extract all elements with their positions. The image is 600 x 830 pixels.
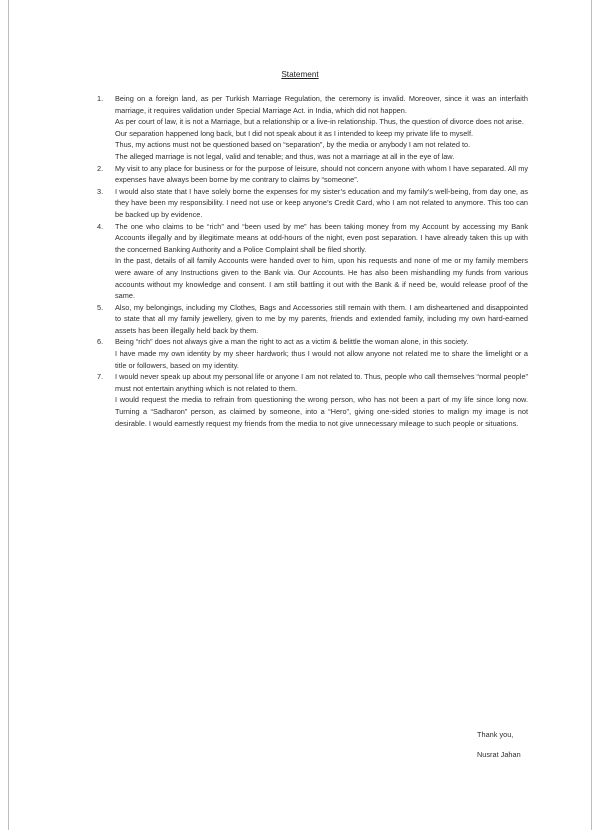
item-number: 4. [97, 221, 104, 231]
item-paragraph: My visit to any place for business or for the purpose of leisure, should not concern anyone with whom I have separated. All my expenses have always been borne by me contrary to claims by “someone”. [115, 163, 528, 185]
item-number: 5. [97, 302, 104, 312]
statement-item [97, 186, 528, 221]
item-number: 6. [97, 337, 104, 347]
item-paragraph: As per court of law, it is not a Marriage, but a relationship or a live-in relationship. Thus, the question of divorce does not arise. [115, 117, 524, 127]
statement-item [97, 336, 528, 371]
item-number: 2. [97, 163, 104, 173]
item-paragraph: The alleged marriage is not legal, valid and tenable; and thus, was not a marriage at all in the eye of law. [115, 151, 455, 161]
item-number: 1. [97, 94, 104, 103]
item-paragraph: Our separation happened long back, but I did not speak about it as I intended to keep my private life to myself. [115, 128, 474, 138]
item-paragraph: The one who claims to be “rich” and “been used by me” has been taking money from my Account by accessing my Bank Accounts illegally and by illegitimate means at odd-hours of the night, even post separation. I have already taken this up with the concerned Banking Authority and a Police Complaint shall be filed shortly. [115, 221, 528, 254]
item-number: 7. [97, 372, 104, 382]
item-paragraph: Also, my belongings, including my Clothes, Bags and Accessories still remain with them. I am disheartened and disappointed to state that all my family jewellery, given to me by my parents, friends and extended family, including my own hard-earned assets has been illegally held back by them. [115, 302, 528, 335]
statement-item [97, 93, 528, 163]
statement-item [97, 302, 528, 337]
item-paragraph: Thus, my actions must not be questioned based on “separation”, by the media or anybody I am not related to. [115, 140, 471, 150]
item-paragraph: Being “rich” does not always give a man the right to act as a victim & belittle the woman alone, in this society. [115, 337, 469, 347]
signature-name: Nusrat Jahan [477, 750, 521, 759]
item-paragraph: I would never speak up about my personal life or anyone I am not related to. Thus, people who call themselves “normal people” must not entertain anything which is not related to them. [115, 372, 528, 393]
statement-item [97, 163, 528, 186]
statement-item [97, 371, 528, 429]
document-page [8, 0, 592, 830]
statement-body [97, 93, 528, 429]
statement-title: Statement [281, 70, 319, 79]
statement-item [97, 221, 528, 302]
item-paragraph: Being on a foreign land, as per Turkish Marriage Regulation, the ceremony is invalid. Moreover, since it was an interfaith marriage, it requires validation under Special Marriage Act. in India, which did not happen. [115, 94, 528, 115]
item-paragraph: I would request the media to refrain from questioning the wrong person, who has not been a part of my life since long now. Turning a “Sadharon” person, as claimed by someone, into a “Hero”, giving one-sided stories to malign my image is not desirable. I would earnestly request my friends from the media to not give unnecessary mileage to such people or situations. [115, 395, 528, 428]
item-paragraph: I have made my own identity by my sheer hardwork; thus I would not allow anyone not related me to share the limelight or a title or followers, based on my identity. [115, 349, 528, 370]
item-number: 3. [97, 186, 104, 196]
item-paragraph: I would also state that I have solely borne the expenses for my sister’s education and my family’s well-being, from day one, as they have been my responsibility. I need not use or keep anyone’s Credit Card, who I am not related to anymore. This too can be backed up by evidence. [115, 186, 528, 219]
item-paragraph: In the past, details of all family Accounts were handed over to him, upon his requests and none of me or my family members were aware of any Instructions given to the Bank via. Our Accounts. He has also been mishandling my funds from various accounts without my knowledge and consent. I am still battling it out with the Bank & if need be, would release proof of the same. [115, 256, 528, 301]
closing-text: Thank you, [477, 730, 514, 739]
